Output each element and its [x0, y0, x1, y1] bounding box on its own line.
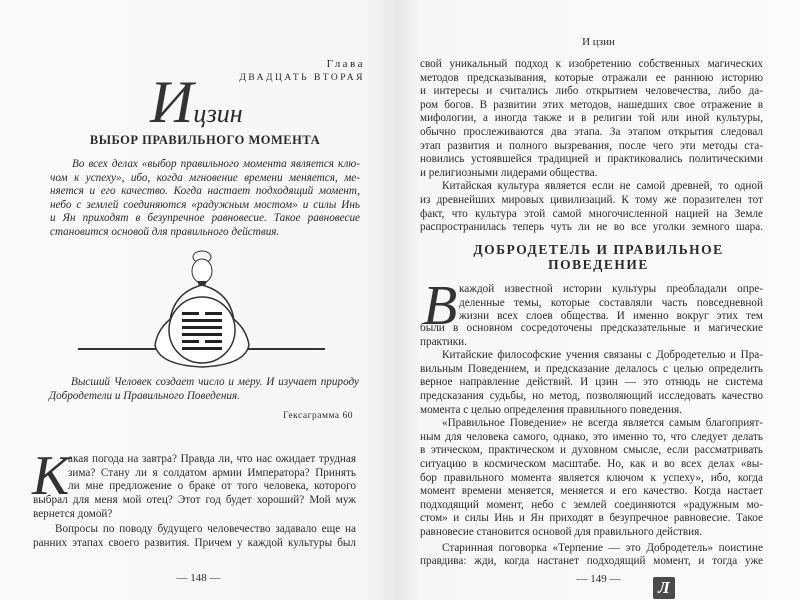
section-heading: ДОБРОДЕТЕЛЬ И ПРАВИЛЬНОЕ [473, 242, 724, 257]
body-line: практики. [420, 335, 467, 348]
body-line: свой уникальный подход к изобретению собственных магических [420, 58, 763, 70]
body-line: и религиозными лидерами общества. [420, 166, 598, 179]
body-line: верное направление действий. И цзин — это отнюдь не система [420, 376, 763, 389]
epigraph-line: и Ян приходят в безупречное равновесие. Такое равновесие [50, 212, 360, 225]
body-line: методов предсказывания, которые отражали ее раннюю историю [420, 71, 763, 84]
body-line: были в основном сосредоточены предсказательные и магические [420, 322, 763, 334]
sage-hexagram-illustration [75, 245, 330, 370]
section-heading: ВЫБОР ПРАВИЛЬНОГО МОМЕНТА [89, 133, 321, 147]
body-line: Китайская культура является если не самой древней, то одной [442, 180, 763, 193]
body-line: подходящий момент, небо с землей соединяются «радужным мо- [420, 498, 763, 511]
chapter-number: ДВАДЦАТЬ ВТОРАЯ [239, 73, 365, 83]
body-line: момент времени меняется, меняется и его качество. Когда настает [420, 485, 763, 498]
body-line: ситуацию в космическом масштабе. Но, как и во всех делах «вы- [420, 457, 763, 470]
body-line: выбрал для меня мой отец? Этот год будет хороший? Мой муж [33, 494, 356, 506]
title-initial: И [150, 69, 194, 135]
epigraph-line: чом к успеху», ибо, когда мгновение времени меняется, ме- [50, 171, 360, 184]
body-line: ранних этапах своего развития. Причем у каждой культуры был [33, 536, 356, 549]
body-line: ром богов. В развитии этих методов, нашедших свое отражение в [420, 98, 763, 111]
epigraph-line: Во всех делах «выбор правильного момента является клю- [72, 158, 360, 170]
caption [49, 376, 359, 403]
body-line: «Правильное Поведение» не всегда является самым благоприят- [442, 417, 763, 430]
body-line: акая погода на завтра? Правда ли, что нас ожидает трудная [68, 453, 356, 465]
chapter-title [150, 69, 243, 135]
body-paragraph [68, 453, 356, 494]
body-paragraph [33, 494, 356, 550]
epigraph [50, 158, 360, 240]
body-line: Старинная поговорка «Терпение — это Добродетель» поистине [442, 541, 763, 554]
body-line: вильным Поведением, и предсказание делалось с целью определить [420, 362, 763, 375]
body-line: каждой известной истории культуры преобладали опре- [459, 283, 763, 295]
drop-cap: В [423, 275, 458, 337]
title-rest: цзин [193, 99, 243, 128]
watermark-logo: Л [653, 577, 675, 599]
body-line: в этическом, практическом и духовном смысле, если рассматривать [420, 444, 763, 457]
body-text [420, 322, 763, 569]
body-line: момента с целью определения правильного поведения. [420, 403, 682, 416]
body-line: распространилась теперь чуть ли не во все уголки земного шара. [420, 221, 763, 234]
caption-source: Гексаграмма 60 [283, 411, 353, 421]
body-line: жизни всех слоев общества. И именно вокруг этих тем [459, 310, 763, 323]
body-line: и интересы и считались либо открытием человечества, либо да- [420, 85, 763, 98]
body-line: правдива: жди, когда настанет подходящий момент, и тогда уже [420, 555, 763, 568]
body-text [459, 283, 763, 324]
epigraph-line: няется и его качество. Когда настает подходящий момент, [50, 185, 360, 198]
body-line: зима? Стану ли я солдатом армии Императора? Принять [68, 466, 356, 479]
body-line: вернется домой? [33, 507, 113, 520]
page-number: — 148 — [176, 572, 221, 584]
body-line: Вопросы по поводу будущего человечество задавало еще на [55, 523, 356, 536]
section-heading-line2: ПОВЕДЕНИЕ [548, 257, 649, 272]
epigraph-line: становится основой для правильного действия. [50, 225, 280, 238]
caption-line: Добродетели и Правильного Поведения. [49, 389, 240, 402]
body-line: деленные темы, которые составляли часть повседневной [459, 296, 763, 309]
body-line: ным для человека самого, однако, это именно то, что следует делать [420, 430, 763, 443]
body-line: этап развития и полного вызревания, после чего эти методы ста- [420, 139, 763, 152]
body-line: из древнейших мировых цивилизаций. К тому же поразителен тот [420, 193, 763, 206]
body-line: бор правильного момента является ключом к успеху», ибо, когда [420, 471, 763, 484]
caption-line: Высший Человек создает число и меру. И изучает природу [71, 376, 359, 388]
running-head: И цзин [582, 36, 615, 48]
epigraph-line: небо с землей соединяются «радужным мостом» и силы Инь [50, 198, 360, 211]
body-line: равновесие становится основой для правильного действия. [420, 525, 703, 538]
body-line: новились устоявшейся традицией и практиковались политическими [420, 153, 763, 166]
chapter-label: Глава [326, 58, 365, 70]
page-number: — 149 — [576, 573, 621, 585]
body-line: ли мне предложение о браке от того человека, которого [68, 480, 356, 493]
drop-cap: К [32, 445, 70, 507]
body-text [420, 58, 763, 235]
body-line: мифологии, а иногда также и в религии той или иной культуры, [420, 112, 763, 125]
left-page [0, 0, 397, 600]
right-page [397, 0, 800, 600]
body-line: факт, что культура этой самой многочисленной нацией на Земле [420, 207, 763, 220]
body-line: стом» и силы Инь и Ян приходят в безупречное равновесие. Такое [420, 512, 763, 525]
body-line: обычно прослеживаются два этапа. За этапом открытия следовал [420, 125, 763, 138]
body-line: Китайские философские учения связаны с Добродетелью и Пра- [442, 349, 763, 362]
body-line: предсказания судьбы, но метод, позволяющий исследовать качество [420, 389, 763, 402]
